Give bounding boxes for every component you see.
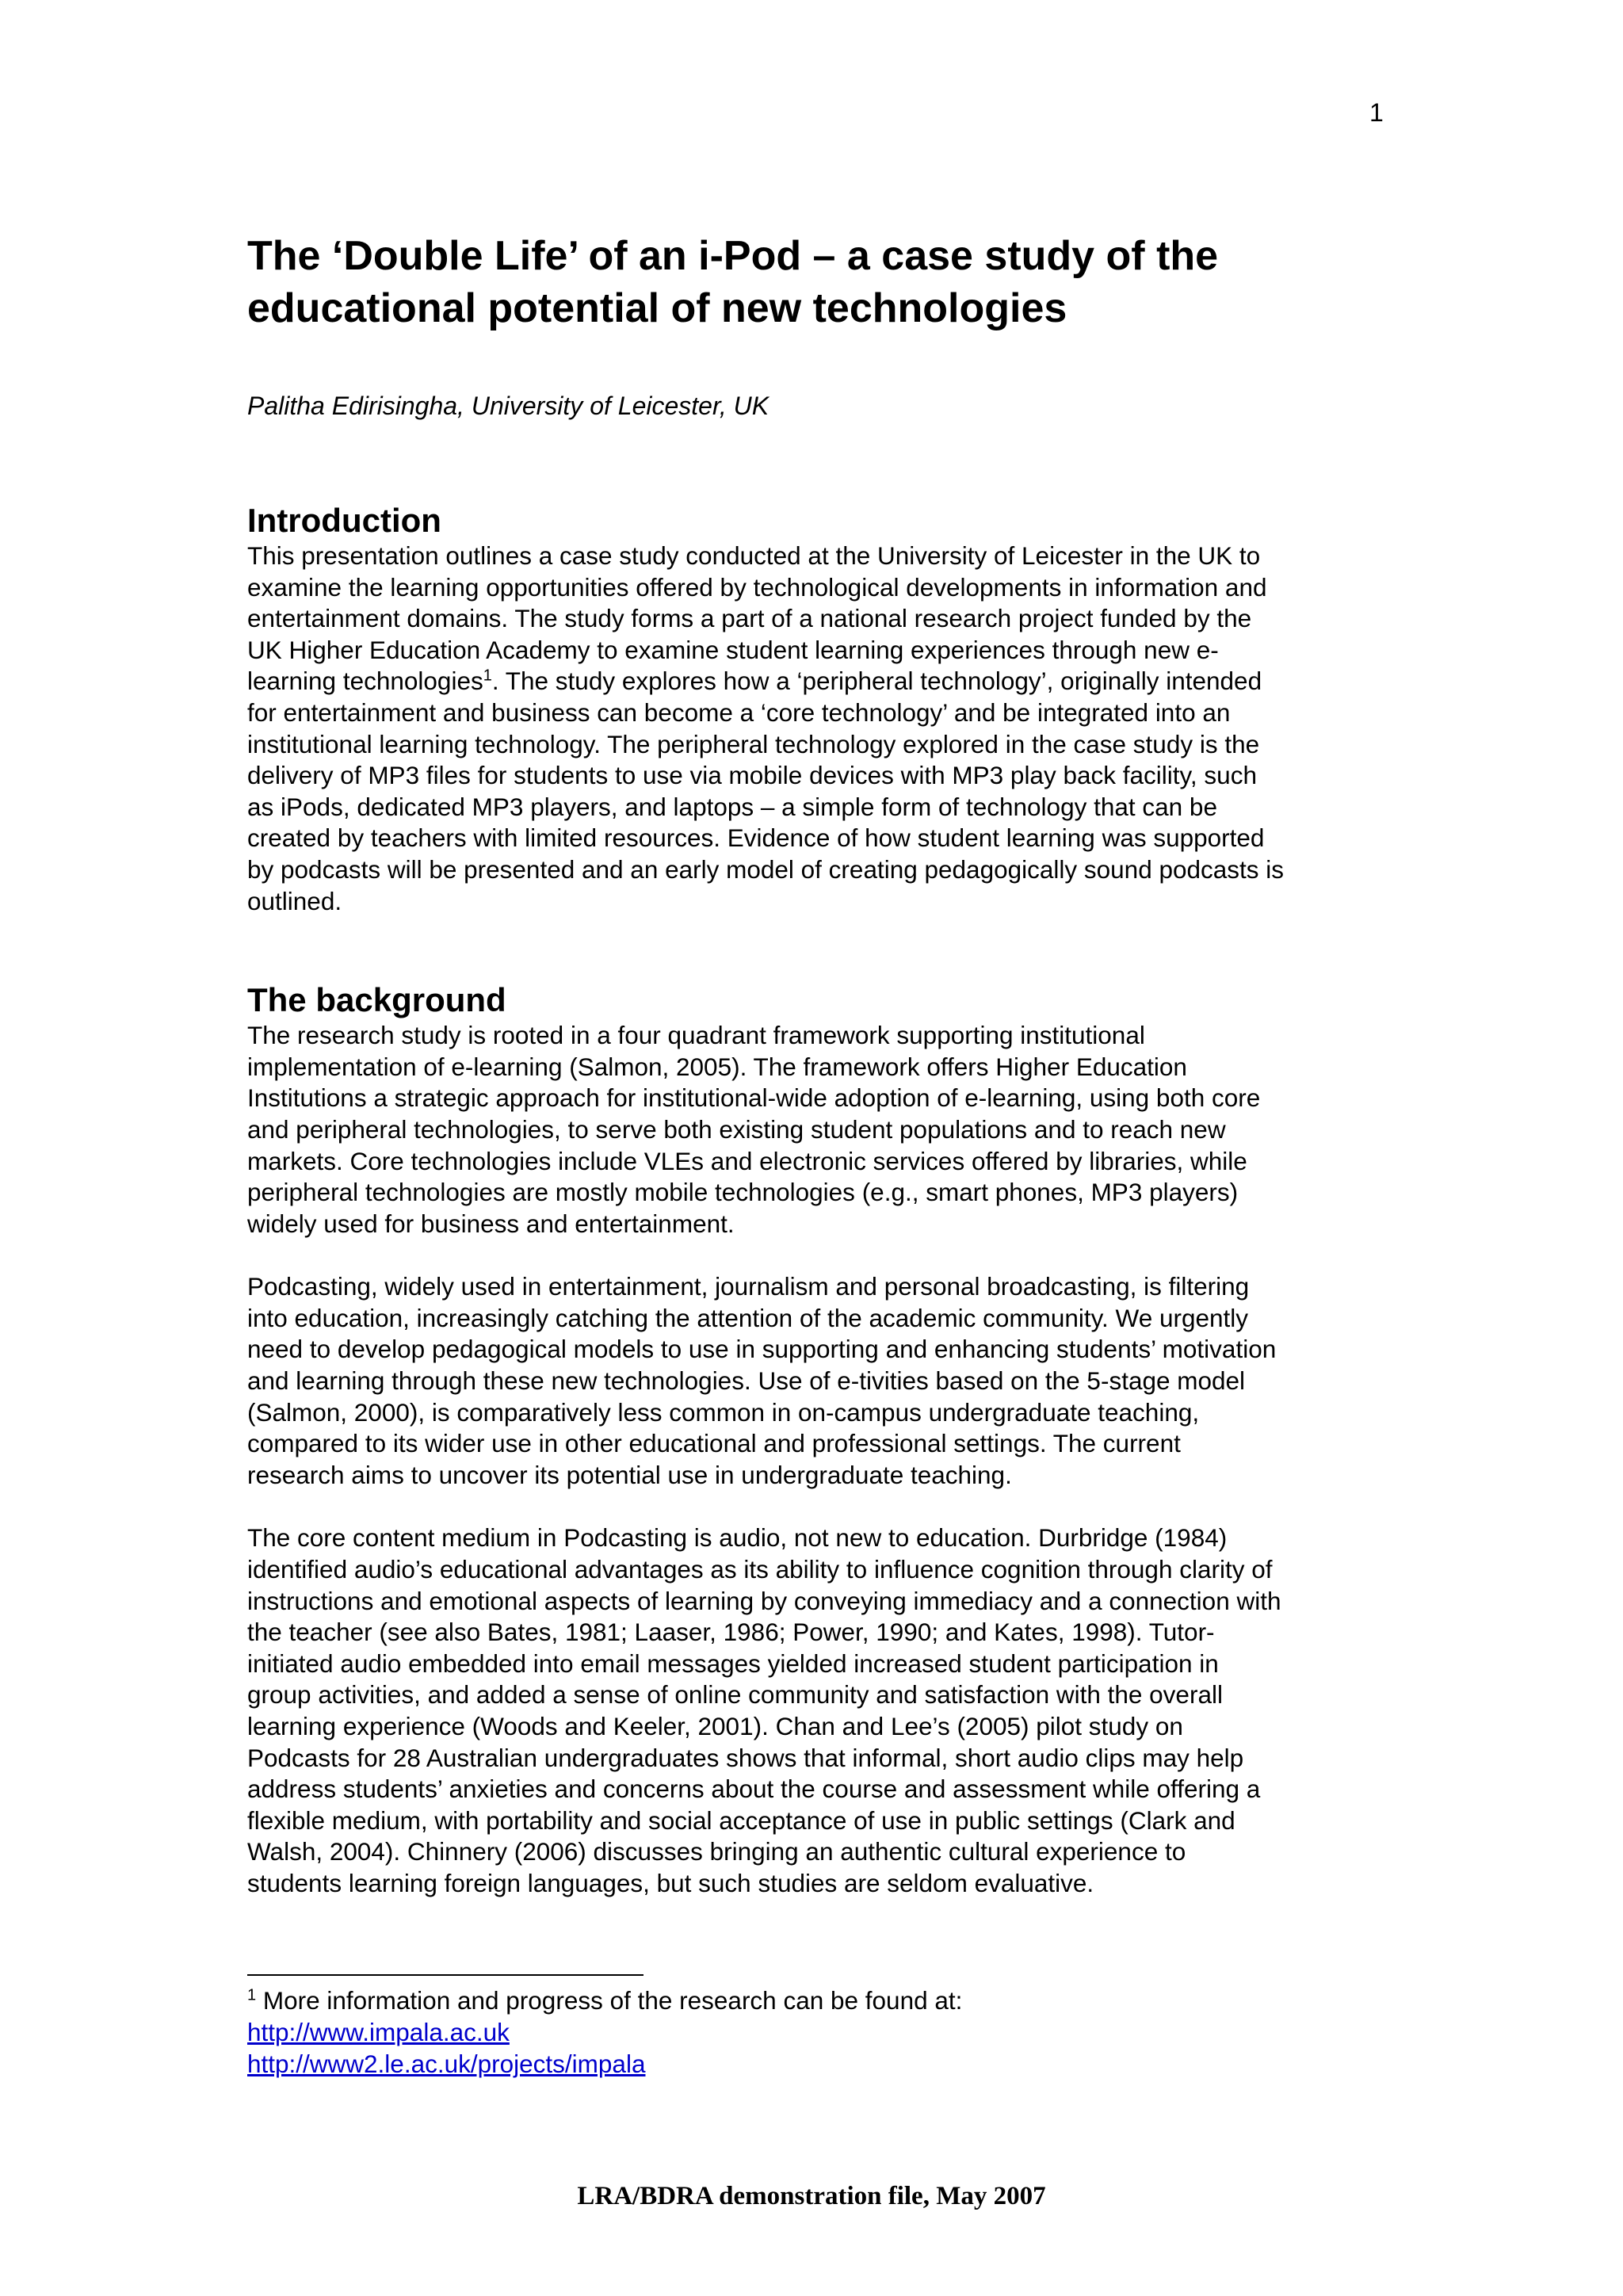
page-number: 1 bbox=[1369, 98, 1384, 127]
background-paragraph-2 bbox=[247, 1271, 1404, 1491]
text-line: address students’ anxieties and concerns about the course and assessment while offering a bbox=[247, 1775, 1261, 1804]
text-line: learning experience (Woods and Keeler, 2001). Chan and Lee’s (2005) pilot study on bbox=[247, 1712, 1183, 1740]
text-line: Podcasting, widely used in entertainment, journalism and personal broadcasting, is filtering bbox=[247, 1272, 1250, 1301]
text-fragment: . The study explores how a ‘peripheral technology’, originally intended bbox=[491, 667, 1262, 696]
text-line: created by teachers with limited resources. Evidence of how student learning was supported bbox=[247, 823, 1265, 853]
text-line: as iPods, dedicated MP3 players, and laptops – a simple form of technology that can be bbox=[247, 792, 1217, 821]
footnote-reference: 1 bbox=[483, 667, 492, 685]
footnote bbox=[247, 1985, 962, 2080]
text-line: The core content medium in Podcasting is audio, not new to education. Durbridge (1984) bbox=[247, 1523, 1228, 1553]
text-line: need to develop pedagogical models to use in supporting and enhancing students’ motivation bbox=[247, 1335, 1277, 1364]
text-line: This presentation outlines a case study conducted at the University of Leicester in the UK to bbox=[247, 541, 1261, 570]
text-line: and peripheral technologies, to serve both existing student populations and to reach new bbox=[247, 1114, 1226, 1144]
text-line: group activities, and added a sense of online community and satisfaction with the overall bbox=[247, 1680, 1223, 1710]
text-line: Podcasts for 28 Australian undergraduates shows that informal, short audio clips may help bbox=[247, 1743, 1244, 1772]
background-paragraph-3 bbox=[247, 1522, 1404, 1899]
section-heading-introduction: Introduction bbox=[247, 502, 441, 539]
text-line: institutional learning technology. The peripheral technology explored in the case study is the bbox=[247, 729, 1260, 758]
background-paragraph-1 bbox=[247, 1020, 1404, 1240]
text-line: Institutions a strategic approach for institutional-wide adoption of e-learning, using both core bbox=[247, 1083, 1261, 1113]
text-line bbox=[247, 666, 1404, 697]
text-line: (Salmon, 2000), is comparatively less common in on-campus undergraduate teaching, bbox=[247, 1397, 1200, 1427]
text-fragment: learning technologies bbox=[247, 667, 483, 696]
text-line: UK Higher Education Academy to examine student learning experiences through new e- bbox=[247, 635, 1219, 664]
page-footer: LRA/BDRA demonstration file, May 2007 bbox=[577, 2182, 1046, 2210]
author-affiliation: Palitha Edirisingha, University of Leicester, UK bbox=[247, 392, 769, 420]
le-impala-project-link[interactable]: http://www2.le.ac.uk/projects/impala bbox=[247, 2050, 646, 2078]
text-line: The research study is rooted in a four quadrant framework supporting institutional bbox=[247, 1021, 1145, 1050]
footnote-body: More information and progress of the research can be found at: bbox=[256, 1986, 963, 2015]
paper-title bbox=[247, 230, 1404, 334]
text-line: entertainment domains. The study forms a part of a national research project funded by the bbox=[247, 604, 1252, 633]
text-line: flexible medium, with portability and social acceptance of use in public settings (Clark and bbox=[247, 1805, 1235, 1835]
introduction-paragraph bbox=[247, 541, 1404, 917]
text-line: outlined. bbox=[247, 886, 342, 915]
text-line: identified audio’s educational advantages as its ability to influence cognition through clarity of bbox=[247, 1555, 1273, 1584]
footnote-marker: 1 bbox=[247, 1986, 257, 2004]
text-line: into education, increasingly catching the attention of the academic community. We urgently bbox=[247, 1303, 1249, 1332]
text-line: compared to its wider use in other educational and professional settings. The current bbox=[247, 1429, 1181, 1458]
text-line: by podcasts will be presented and an early model of creating pedagogically sound podcasts is bbox=[247, 854, 1285, 884]
text-line: initiated audio embedded into email messages yielded increased student participation in bbox=[247, 1648, 1219, 1678]
footnote-divider bbox=[247, 1974, 643, 1976]
footnote-text bbox=[247, 1985, 962, 2016]
text-line: the teacher (see also Bates, 1981; Laaser, 1986; Power, 1990; and Kates, 1998). Tutor- bbox=[247, 1618, 1215, 1647]
text-line: peripheral technologies are mostly mobile technologies (e.g., smart phones, MP3 players) bbox=[247, 1178, 1239, 1207]
text-line: instructions and emotional aspects of learning by conveying immediacy and a connection with bbox=[247, 1586, 1281, 1615]
text-line: widely used for business and entertainment. bbox=[247, 1209, 735, 1238]
document-body bbox=[247, 230, 1404, 1900]
text-line: examine the learning opportunities offered by technological developments in information and bbox=[247, 572, 1267, 602]
text-line: delivery of MP3 files for students to use via mobile devices with MP3 play back facility, such bbox=[247, 761, 1257, 790]
text-line: students learning foreign languages, but such studies are seldom evaluative. bbox=[247, 1868, 1094, 1897]
impala-link[interactable]: http://www.impala.ac.uk bbox=[247, 2018, 510, 2046]
text-line: markets. Core technologies include VLEs and electronic services offered by libraries, while bbox=[247, 1146, 1247, 1175]
text-line: and learning through these new technologies. Use of e-tivities based on the 5-stage model bbox=[247, 1366, 1246, 1396]
text-line: implementation of e-learning (Salmon, 2005). The framework offers Higher Education bbox=[247, 1052, 1187, 1081]
text-line: research aims to uncover its potential use in undergraduate teaching. bbox=[247, 1460, 1012, 1489]
text-line: for entertainment and business can become a ‘core technology’ and be integrated into an bbox=[247, 697, 1231, 727]
title-line-1: The ‘Double Life’ of an i-Pod – a case study of the bbox=[247, 233, 1219, 279]
title-line-2: educational potential of new technologies bbox=[247, 285, 1067, 331]
section-heading-background: The background bbox=[247, 981, 506, 1019]
text-line: Walsh, 2004). Chinnery (2006) discusses bringing an authentic cultural experience to bbox=[247, 1837, 1186, 1866]
